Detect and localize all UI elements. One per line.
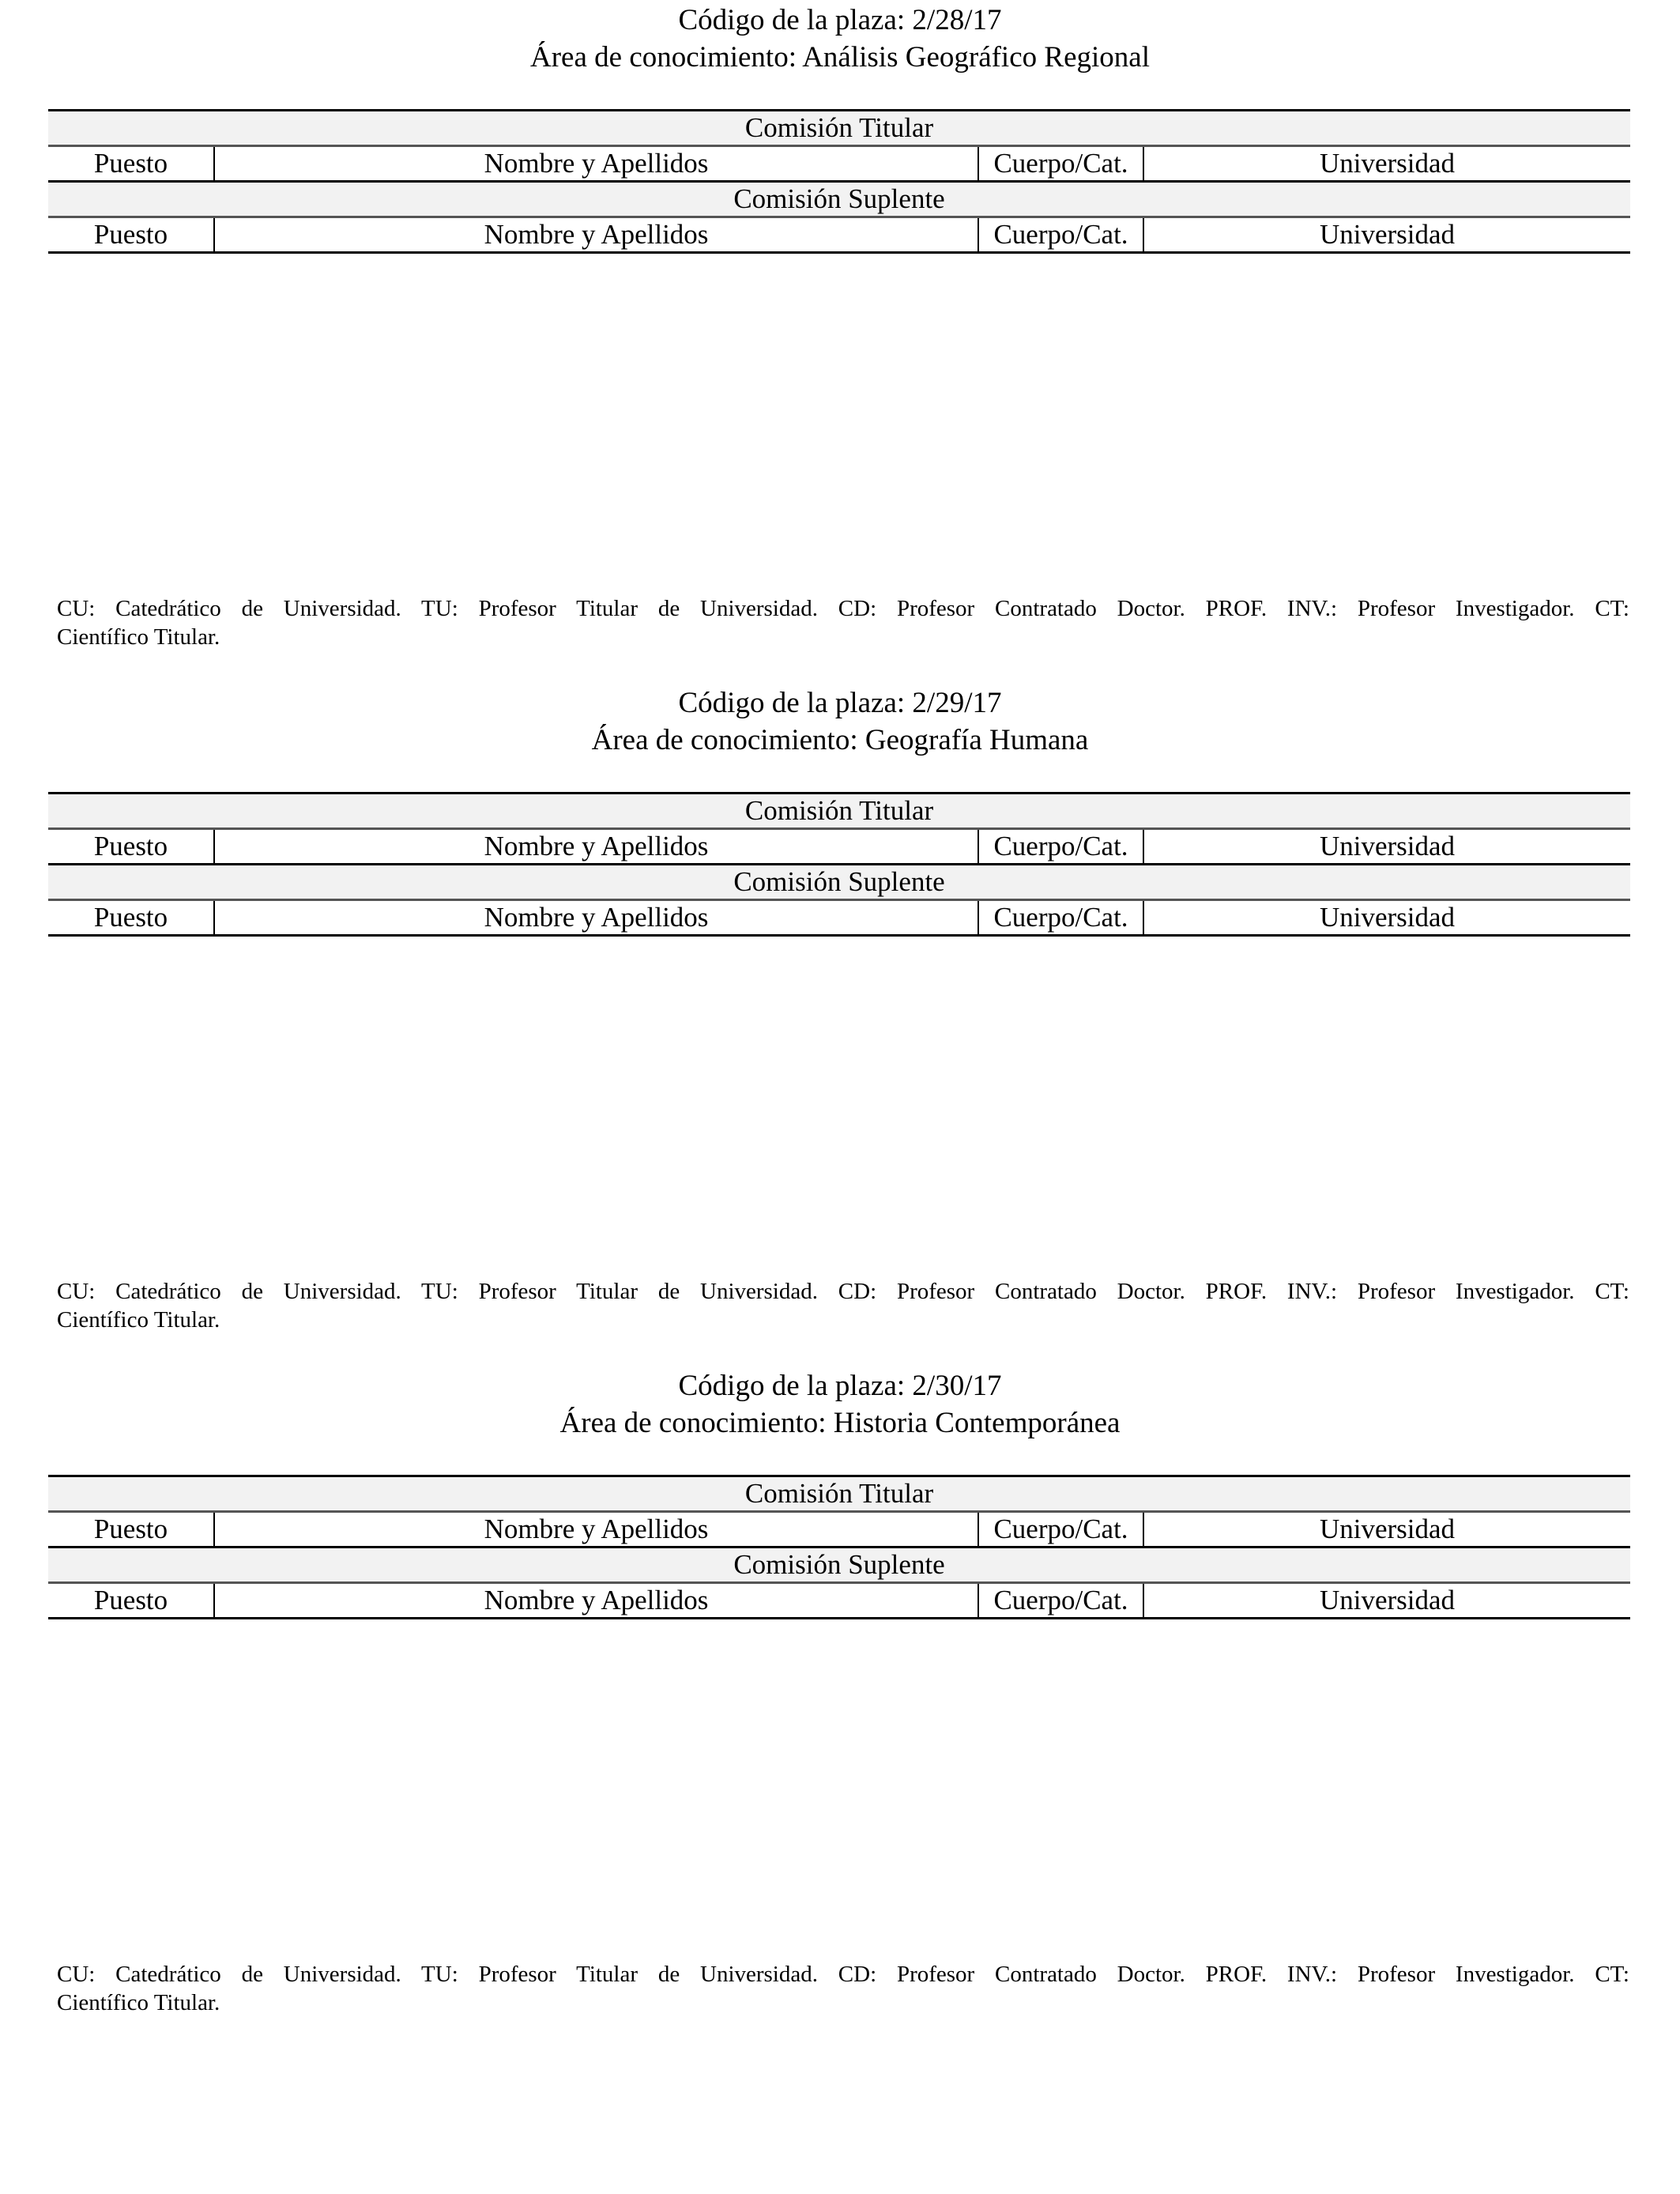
header-nombre: Nombre y Apellidos <box>214 829 978 865</box>
header-universidad: Universidad <box>1143 900 1630 936</box>
committee-table <box>48 1475 1630 1619</box>
suplente-band <box>48 182 1630 217</box>
header-cuerpo: Cuerpo/Cat. <box>978 829 1143 865</box>
titular-band <box>48 794 1630 829</box>
knowledge-area: Área de conocimiento: Geografía Humana <box>591 724 1089 756</box>
header-puesto: Puesto <box>48 900 214 936</box>
plaza-code: Código de la plaza: 2/29/17 <box>678 687 1002 719</box>
committee-table <box>48 792 1630 937</box>
header-cuerpo: Cuerpo/Cat. <box>978 900 1143 936</box>
suplente-band <box>48 1547 1630 1583</box>
plaza-code: Código de la plaza: 2/28/17 <box>678 4 1002 36</box>
header-universidad: Universidad <box>1143 146 1630 182</box>
titular-title: Comisión Titular <box>48 111 1630 146</box>
plaza-code: Código de la plaza: 2/30/17 <box>678 1370 1002 1402</box>
titular-title: Comisión Titular <box>48 1476 1630 1512</box>
suplente-title: Comisión Suplente <box>48 865 1630 900</box>
column-headers <box>48 1512 1630 1547</box>
column-headers <box>48 217 1630 253</box>
knowledge-area: Área de conocimiento: Historia Contemporánea <box>559 1407 1121 1439</box>
abbreviations-footnote <box>57 594 1629 651</box>
titular-band <box>48 111 1630 146</box>
header-cuerpo: Cuerpo/Cat. <box>978 1583 1143 1619</box>
titular-band <box>48 1476 1630 1512</box>
header-puesto: Puesto <box>48 217 214 253</box>
header-universidad: Universidad <box>1143 1512 1630 1547</box>
footnote-line-1: CU: Catedrático de Universidad. TU: Profesor Titular de Universidad. CD: Profesor Contratado Doctor. PROF. INV.: Profesor Investigador. CT: <box>57 1279 1629 1304</box>
footnote-line-2: Científico Titular. <box>57 1990 220 2015</box>
column-headers <box>48 829 1630 865</box>
footnote-line-1: CU: Catedrático de Universidad. TU: Profesor Titular de Universidad. CD: Profesor Contratado Doctor. PROF. INV.: Profesor Investigador. CT: <box>57 1962 1629 1987</box>
header-puesto: Puesto <box>48 829 214 865</box>
header-nombre: Nombre y Apellidos <box>214 1583 978 1619</box>
header-nombre: Nombre y Apellidos <box>214 1512 978 1547</box>
header-nombre: Nombre y Apellidos <box>214 900 978 936</box>
suplente-title: Comisión Suplente <box>48 182 1630 217</box>
suplente-band <box>48 865 1630 900</box>
header-cuerpo: Cuerpo/Cat. <box>978 146 1143 182</box>
header-universidad: Universidad <box>1143 217 1630 253</box>
column-headers <box>48 900 1630 936</box>
header-puesto: Puesto <box>48 1512 214 1547</box>
suplente-title: Comisión Suplente <box>48 1547 1630 1583</box>
titular-title: Comisión Titular <box>48 794 1630 829</box>
header-cuerpo: Cuerpo/Cat. <box>978 217 1143 253</box>
header-cuerpo: Cuerpo/Cat. <box>978 1512 1143 1547</box>
footnote-line-1: CU: Catedrático de Universidad. TU: Profesor Titular de Universidad. CD: Profesor Contratado Doctor. PROF. INV.: Profesor Investigador. CT: <box>57 596 1629 621</box>
header-universidad: Universidad <box>1143 1583 1630 1619</box>
committee-table <box>48 109 1630 254</box>
footnote-line-2: Científico Titular. <box>57 624 220 650</box>
column-headers <box>48 1583 1630 1619</box>
header-nombre: Nombre y Apellidos <box>214 146 978 182</box>
header-universidad: Universidad <box>1143 829 1630 865</box>
column-headers <box>48 146 1630 182</box>
footnote-line-2: Científico Titular. <box>57 1307 220 1333</box>
header-nombre: Nombre y Apellidos <box>214 217 978 253</box>
header-puesto: Puesto <box>48 146 214 182</box>
knowledge-area: Área de conocimiento: Análisis Geográfico Regional <box>530 41 1150 74</box>
abbreviations-footnote <box>57 1277 1629 1334</box>
header-puesto: Puesto <box>48 1583 214 1619</box>
abbreviations-footnote <box>57 1960 1629 2017</box>
